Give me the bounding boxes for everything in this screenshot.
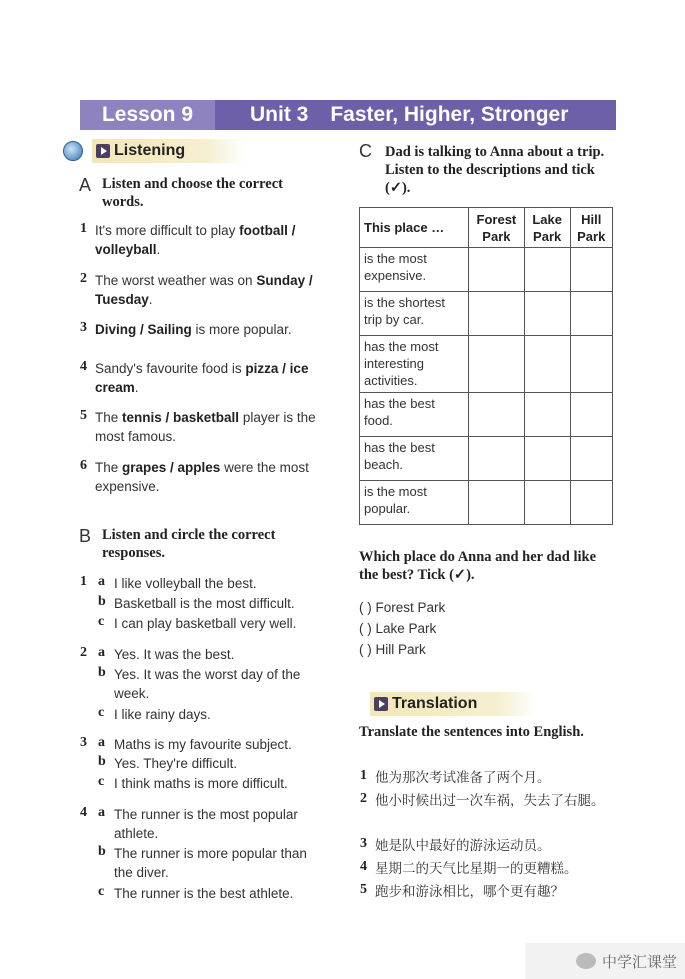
option-letter: c bbox=[98, 614, 105, 629]
item-text: Sandy's favourite food is bbox=[95, 361, 246, 376]
item-text: The bbox=[95, 410, 123, 425]
response-option[interactable]: I like volleyball the best. bbox=[114, 576, 257, 591]
option-letter: b bbox=[98, 754, 106, 769]
tick-cell[interactable] bbox=[524, 393, 570, 437]
table-row bbox=[360, 292, 613, 336]
response-option[interactable]: Maths is my favourite subject. bbox=[114, 737, 292, 752]
option-letter: b bbox=[98, 665, 106, 680]
item-choice-words[interactable]: grapes / apples bbox=[122, 460, 221, 475]
question-number: 4 bbox=[80, 805, 87, 820]
wechat-logo-icon bbox=[576, 953, 596, 969]
response-option[interactable]: The runner is the most popular athlete. bbox=[114, 807, 298, 841]
choice-hill-park[interactable]: ( ) Hill Park bbox=[359, 642, 426, 657]
choice-forest-park[interactable]: ( ) Forest Park bbox=[359, 600, 446, 615]
item-number: 1 bbox=[80, 221, 87, 236]
row-description: is the most expensive. bbox=[360, 248, 469, 292]
item-text: The bbox=[95, 460, 123, 475]
table-header-cell: Hill Park bbox=[570, 208, 613, 248]
table-header-cell: Lake Park bbox=[524, 208, 570, 248]
option-letter: b bbox=[98, 594, 106, 609]
item-choice-words[interactable]: football / volleyball bbox=[95, 223, 296, 257]
section-b-instruction: Listen and circle the correct responses. bbox=[102, 527, 276, 561]
question-number: 2 bbox=[80, 645, 87, 660]
choice-item bbox=[95, 408, 323, 446]
item-number: 6 bbox=[80, 458, 87, 473]
section-a-instruction: Listen and choose the correct words. bbox=[102, 176, 283, 210]
table-row bbox=[360, 393, 613, 437]
response-option[interactable]: Yes. It was the worst day of the week. bbox=[114, 667, 301, 701]
row-description: has the best beach. bbox=[360, 437, 469, 481]
table-row bbox=[360, 481, 613, 525]
choice-item bbox=[95, 320, 323, 339]
section-a-letter: A bbox=[79, 175, 92, 195]
option-letter: b bbox=[98, 844, 106, 859]
item-number: 2 bbox=[80, 271, 87, 286]
watermark bbox=[525, 943, 685, 979]
item-choice-words[interactable]: Diving / Sailing bbox=[95, 322, 192, 337]
unit-header bbox=[215, 100, 616, 130]
listening-label: Listening bbox=[114, 142, 186, 159]
lesson-banner bbox=[80, 100, 616, 130]
translation-sentence: 星期二的天气比星期一的更糟糕。 bbox=[375, 861, 578, 877]
section-c-letter: C bbox=[359, 141, 372, 161]
translation-section-tag bbox=[370, 692, 537, 716]
option-letter: c bbox=[98, 705, 105, 720]
item-text: . bbox=[134, 380, 139, 395]
choice-lake-park[interactable]: ( ) Lake Park bbox=[359, 621, 437, 636]
response-option[interactable]: The runner is more popular than the diver. bbox=[114, 846, 307, 880]
unit-title: Faster, Higher, Stronger bbox=[330, 103, 569, 126]
option-letter: a bbox=[98, 805, 105, 820]
choice-item bbox=[95, 271, 323, 309]
translation-number: 2 bbox=[360, 791, 367, 806]
section-b-letter: B bbox=[79, 526, 92, 546]
item-text: The worst weather was on bbox=[95, 273, 257, 288]
tick-cell[interactable] bbox=[524, 248, 570, 292]
section-c-question: Which place do Anna and her dad like the best? Tick (✓). bbox=[359, 549, 597, 583]
tick-cell[interactable] bbox=[469, 393, 525, 437]
tick-cell[interactable] bbox=[524, 481, 570, 525]
table-row bbox=[360, 437, 613, 481]
translation-label: Translation bbox=[392, 695, 478, 712]
item-number: 3 bbox=[80, 320, 87, 335]
item-choice-words[interactable]: pizza / ice cream bbox=[95, 361, 309, 395]
tick-cell[interactable] bbox=[570, 292, 613, 336]
choice-item bbox=[95, 221, 323, 259]
table-row bbox=[360, 336, 613, 393]
unit-number: Unit 3 bbox=[250, 103, 309, 126]
question-number: 1 bbox=[80, 574, 87, 589]
tick-cell[interactable] bbox=[524, 336, 570, 393]
response-option[interactable]: I can play basketball very well. bbox=[114, 616, 297, 631]
tick-cell[interactable] bbox=[570, 437, 613, 481]
item-choice-words[interactable]: Sunday / Tuesday bbox=[95, 273, 313, 307]
tick-cell[interactable] bbox=[524, 292, 570, 336]
item-text: . bbox=[148, 292, 153, 307]
table-header-row bbox=[360, 208, 613, 248]
translation-number: 5 bbox=[360, 882, 367, 897]
question-number: 3 bbox=[80, 735, 87, 750]
row-description: is the shortest trip by car. bbox=[360, 292, 469, 336]
row-description: has the most interesting activities. bbox=[360, 336, 469, 393]
response-option[interactable]: Yes. It was the best. bbox=[114, 647, 235, 662]
item-text: It's more difficult to play bbox=[95, 223, 240, 238]
item-number: 5 bbox=[80, 408, 87, 423]
option-letter: a bbox=[98, 574, 105, 589]
listening-section-tag bbox=[92, 139, 245, 163]
tick-cell[interactable] bbox=[570, 336, 613, 393]
tick-cell[interactable] bbox=[469, 437, 525, 481]
translation-sentence: 跑步和游泳相比，哪个更有趣？ bbox=[375, 884, 564, 900]
table-header-cell: This place … bbox=[360, 208, 469, 248]
translation-number: 3 bbox=[360, 836, 367, 851]
row-description: is the most popular. bbox=[360, 481, 469, 525]
option-letter: c bbox=[98, 884, 105, 899]
lesson-number: Lesson 9 bbox=[80, 100, 215, 130]
table-row bbox=[360, 248, 613, 292]
tick-cell[interactable] bbox=[469, 248, 525, 292]
tick-cell[interactable] bbox=[570, 248, 613, 292]
translation-instruction: Translate the sentences into English. bbox=[359, 724, 584, 740]
watermark-text: 中学汇课堂 bbox=[601, 952, 677, 971]
translation-sentence: 他为那次考试准备了两个月。 bbox=[375, 770, 551, 786]
item-number: 4 bbox=[80, 359, 87, 374]
tick-cell[interactable] bbox=[570, 481, 613, 525]
play-triangle-icon bbox=[374, 697, 388, 711]
choice-item bbox=[95, 458, 323, 496]
response-option[interactable]: Yes. They're difficult. bbox=[114, 756, 238, 771]
response-option[interactable]: I like rainy days. bbox=[114, 707, 211, 722]
translation-sentence: 她是队中最好的游泳运动员。 bbox=[375, 838, 551, 854]
section-c-instruction: Dad is talking to Anna about a trip. Listen to the descriptions and tick (✓). bbox=[385, 144, 605, 196]
tick-cell[interactable] bbox=[469, 336, 525, 393]
translation-number: 1 bbox=[360, 768, 367, 783]
item-text: were the most expensive. bbox=[95, 460, 309, 494]
table-header-cell: Forest Park bbox=[469, 208, 525, 248]
choice-item bbox=[95, 359, 323, 397]
tick-cell[interactable] bbox=[469, 292, 525, 336]
audio-disc-icon bbox=[63, 141, 83, 161]
play-triangle-icon bbox=[96, 144, 110, 158]
tick-cell[interactable] bbox=[524, 437, 570, 481]
places-table bbox=[359, 207, 613, 525]
item-text: is more popular. bbox=[191, 322, 292, 337]
response-option[interactable]: I think maths is more difficult. bbox=[114, 776, 288, 791]
item-text: . bbox=[156, 242, 161, 257]
option-letter: a bbox=[98, 735, 105, 750]
translation-number: 4 bbox=[360, 859, 367, 874]
item-choice-words[interactable]: tennis / basketball bbox=[122, 410, 240, 425]
response-option[interactable]: Basketball is the most difficult. bbox=[114, 596, 295, 611]
option-letter: a bbox=[98, 645, 105, 660]
tick-cell[interactable] bbox=[469, 481, 525, 525]
tick-cell[interactable] bbox=[570, 393, 613, 437]
item-text: player is the most famous. bbox=[95, 410, 316, 444]
translation-sentence: 他小时候出过一次车祸，失去了右腿。 bbox=[375, 793, 605, 809]
response-option[interactable]: The runner is the best athlete. bbox=[114, 886, 294, 901]
option-letter: c bbox=[98, 774, 105, 789]
row-description: has the best food. bbox=[360, 393, 469, 437]
